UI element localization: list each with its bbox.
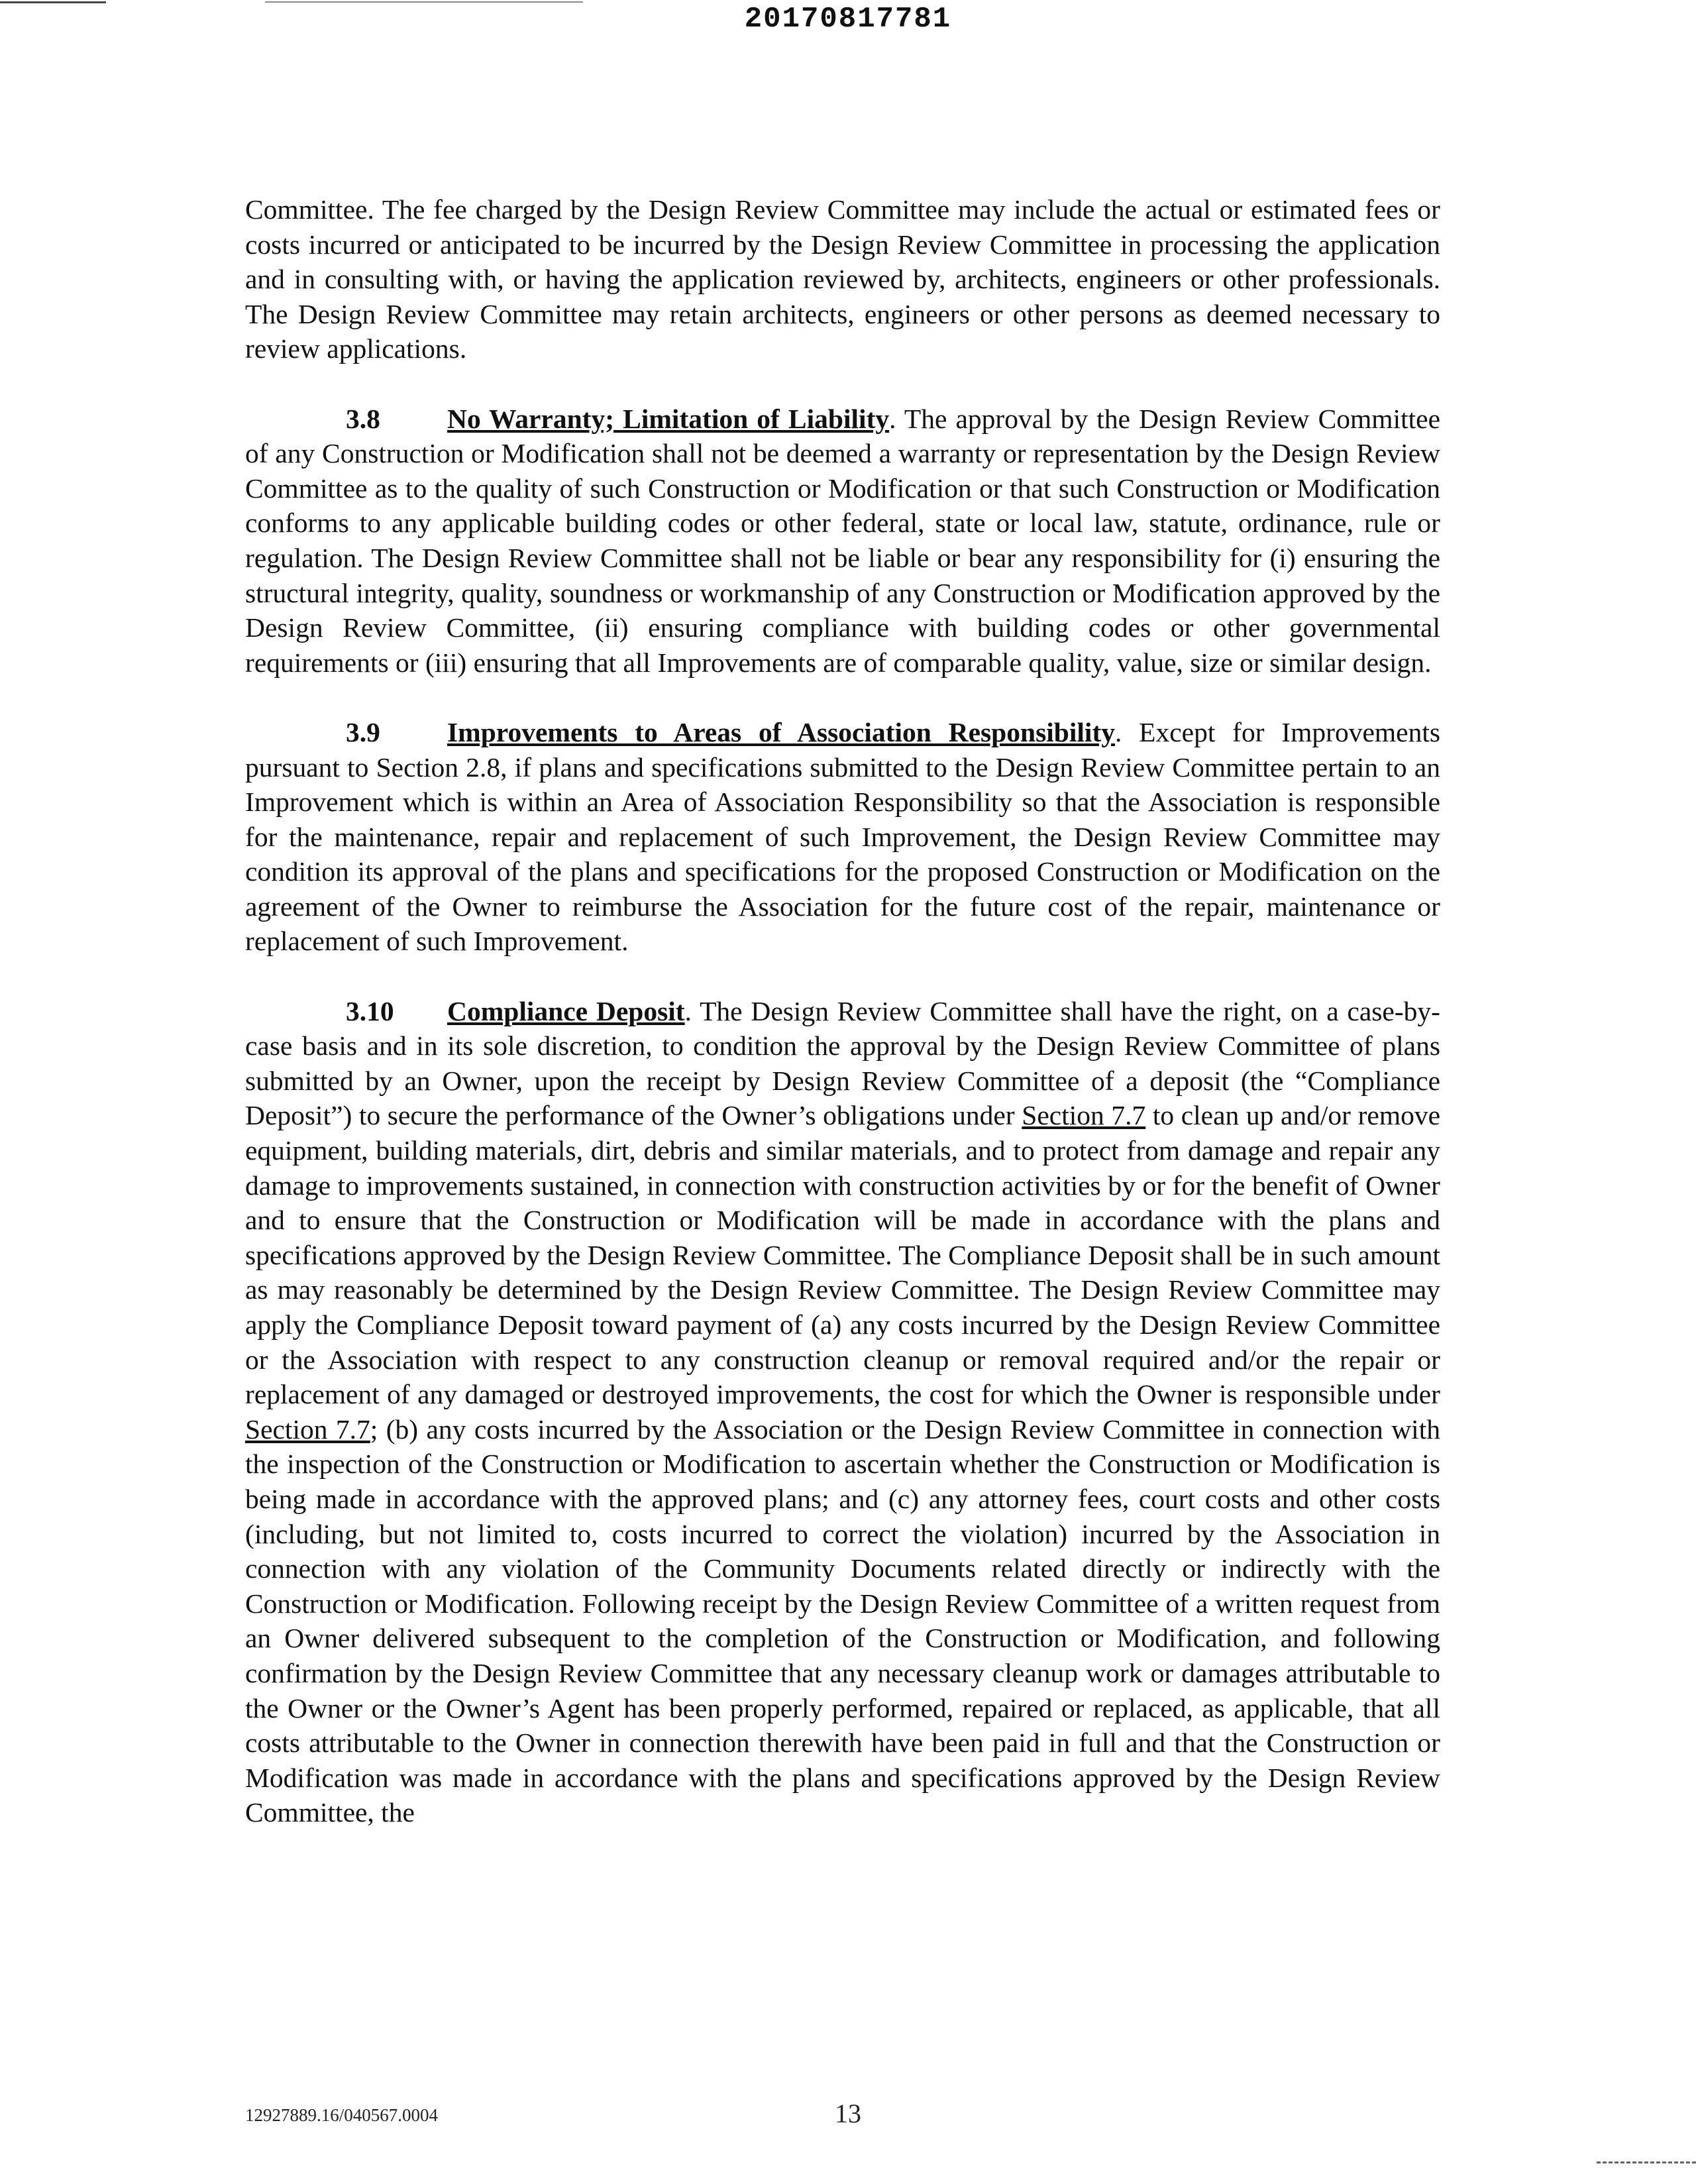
section-reference-link: Section 7.7 — [1022, 1100, 1146, 1131]
section-text: Except for Improvements pursuant to Section 2.8, if plans and specifications submitted to the Design Review Committee pertain to an Improvement which is within an Area of Association Responsibility so that the Association is responsible for the maintenance, repair and replacement of such Improvement, the Design Review Committee may condition its approval of the plans and specifications for the proposed Construction or Modification on the agreement of the Owner to reimburse the Association for the future cost of the repair, maintenance or replacement of such Improvement. — [245, 716, 1440, 957]
section-text: to clean up and/or remove equipment, building materials, dirt, debris and similar materials, and to protect from damage and repair any damage to improvements sustained, in connection with construction activities by or for the benefit of Owner and to ensure that the Construction or Modification will be made in accordance with the plans and specifications approved by the Design Review Committee. The Compliance Deposit shall be in such amount as may reasonably be determined by the Design Review Committee. The Design Review Committee may apply the Compliance Deposit toward payment of (a) any costs incurred by the Design Review Committee or the Association with respect to any construction cleanup or removal required and/or the repair or replacement of any damaged or destroyed improvements, the cost for which the Owner is responsible under — [245, 1100, 1441, 1410]
document-body — [245, 192, 1440, 1865]
section-reference-link: Section 7.7 — [245, 1413, 370, 1445]
section-3-10: 3.10 Compliance Deposit. The Design Review Committee shall have the right, on a case-by-case basis and in its sole discretion, to condition the approval by the Design Review Committee of plans submitted by an Owner, upon the receipt by Design Review Committee of a deposit (the “Compliance Deposit”) to secure the performance of the Owner’s obligations under Section 7.7 to clean up and/or remove equipment, building materials, dirt, debris and similar materials, and to protect from damage and repair any damage to improvements sustained, in connection with construction activities by or for the benefit of Owner and to ensure that the Construction or Modification will be made in accordance with the plans and specifications approved by the Design Review Committee. The Compliance Deposit shall be in such amount as may reasonably be determined by the Design Review Committee. The Design Review Committee may apply the Compliance Deposit toward payment of (a) any costs incurred by the Design Review Committee or the Association with respect to any construction cleanup or removal required and/or the repair or replacement of any damaged or destroyed improvements, the cost for which the Owner is responsible under Section 7.7; (b) any costs incurred by the Association or the Design Review Committee in connection with the inspection of the Construction or Modification to ascertain whether the Construction or Modification is being made in accordance with the approved plans; and (c) any attorney fees, court costs and other costs (including, but not limited to, costs incurred to correct the violation) incurred by the Association in connection with any violation of the Community Documents related directly or indirectly with the Construction or Modification. Following receipt by the Design Review Committee of a written request from an Owner delivered subsequent to the completion of the Construction or Modification, and following confirmation by the Design Review Committee that any necessary cleanup work or damages attributable to the Owner or the Owner’s Agent has been properly performed, repaired or replaced, as applicable, that all costs attributable to the Owner in connection therewith have been paid in full and that the Construction or Modification was made in accordance with the plans and specifications approved by the Design Review Committee, the — [245, 994, 1440, 1830]
footer-document-id: 12927889.16/040567.0004 — [245, 2105, 439, 2125]
section-title: No Warranty; Limitation of Liability — [447, 403, 890, 434]
section-text: The approval by the Design Review Committee of any Construction or Modification shall not be deemed a warranty or representation by the Design Review Committee as to the quality of such Construction or Modification or that such Construction or Modification conforms to any applicable building codes or other federal, state or local law, statute, ordinance, rule or regulation. The Design Review Committee shall not be liable or bear any responsibility for (i) ensuring the structural integrity, quality, soundness or workmanship of any Construction or Modification approved by the Design Review Committee, (ii) ensuring compliance with building codes or other governmental requirements or (iii) ensuring that all Improvements are of comparable quality, value, size or similar design. — [245, 403, 1440, 678]
paragraph-intro: Committee. The fee charged by the Design Review Committee may include the actual or estimated fees or costs incurred or anticipated to be incurred by the Design Review Committee in processing the application and in consulting with, or having the application reviewed by, architects, engineers or other professionals. The Design Review Committee may retain architects, engineers or other persons as deemed necessary to review applications. — [245, 194, 1440, 364]
section-text: ; (b) any costs incurred by the Association or the Design Review Committee in connection with the inspection of the Construction or Modification to ascertain whether the Construction or Modification is being made in accordance with the approved plans; and (c) any attorney fees, court costs and other costs (including, but not limited to, costs incurred to correct the violation) incurred by the Association in connection with any violation of the Community Documents related directly or indirectly with the Construction or Modification. Following receipt by the Design Review Committee of a written request from an Owner delivered subsequent to the completion of the Construction or Modification, and following confirmation by the Design Review Committee that any necessary cleanup work or damages attributable to the Owner or the Owner’s Agent has been properly performed, repaired or replaced, as applicable, that all costs attributable to the Owner in connection therewith have been paid in full and that the Construction or Modification was made in accordance with the plans and specifications approved by the Design Review Committee, the — [245, 1413, 1440, 1828]
section-title: Compliance Deposit — [447, 995, 685, 1026]
section-3-8: 3.8 No Warranty; Limitation of Liability. The approval by the Design Review Committee of any Construction or Modification shall not be deemed a warranty or representation by the Design Review Committee as to the quality of such Construction or Modification or that such Construction or Modification conforms to any applicable building codes or other federal, state or local law, statute, ordinance, rule or regulation. The Design Review Committee shall not be liable or bear any responsibility for (i) ensuring the structural integrity, quality, soundness or workmanship of any Construction or Modification approved by the Design Review Committee, (ii) ensuring compliance with building codes or other governmental requirements or (iii) ensuring that all Improvements are of comparable quality, value, size or similar design. — [245, 402, 1440, 681]
section-number: 3.9 — [346, 716, 380, 747]
scan-artifact-line — [1597, 2161, 1696, 2165]
section-number: 3.10 — [346, 995, 394, 1026]
section-3-9: 3.9 Improvements to Areas of Association Responsibility. Except for Improvements pursuant to Section 2.8, if plans and specifications submitted to the Design Review Committee pertain to an Improvement which is within an Area of Association Responsibility so that the Association is responsible for the maintenance, repair and replacement of such Improvement, the Design Review Committee may condition its approval of the plans and specifications for the proposed Construction or Modification on the agreement of the Owner to reimburse the Association for the future cost of the repair, maintenance or replacement of such Improvement. — [245, 715, 1440, 959]
recording-number: 20170817781 — [744, 3, 952, 36]
page-number: 13 — [835, 2099, 861, 2128]
section-title: Improvements to Areas of Association Responsibility — [447, 716, 1116, 747]
section-number: 3.8 — [346, 403, 380, 434]
section-text: The Design Review Committee shall have the right, on a case-by-case basis and in its sole discretion, to condition the approval by the Design Review Committee of plans submitted by an Owner, upon the receipt by Design Review Committee of a deposit (the “Compliance Deposit”) to secure the performance of the Owner’s obligations under — [245, 995, 1440, 1131]
